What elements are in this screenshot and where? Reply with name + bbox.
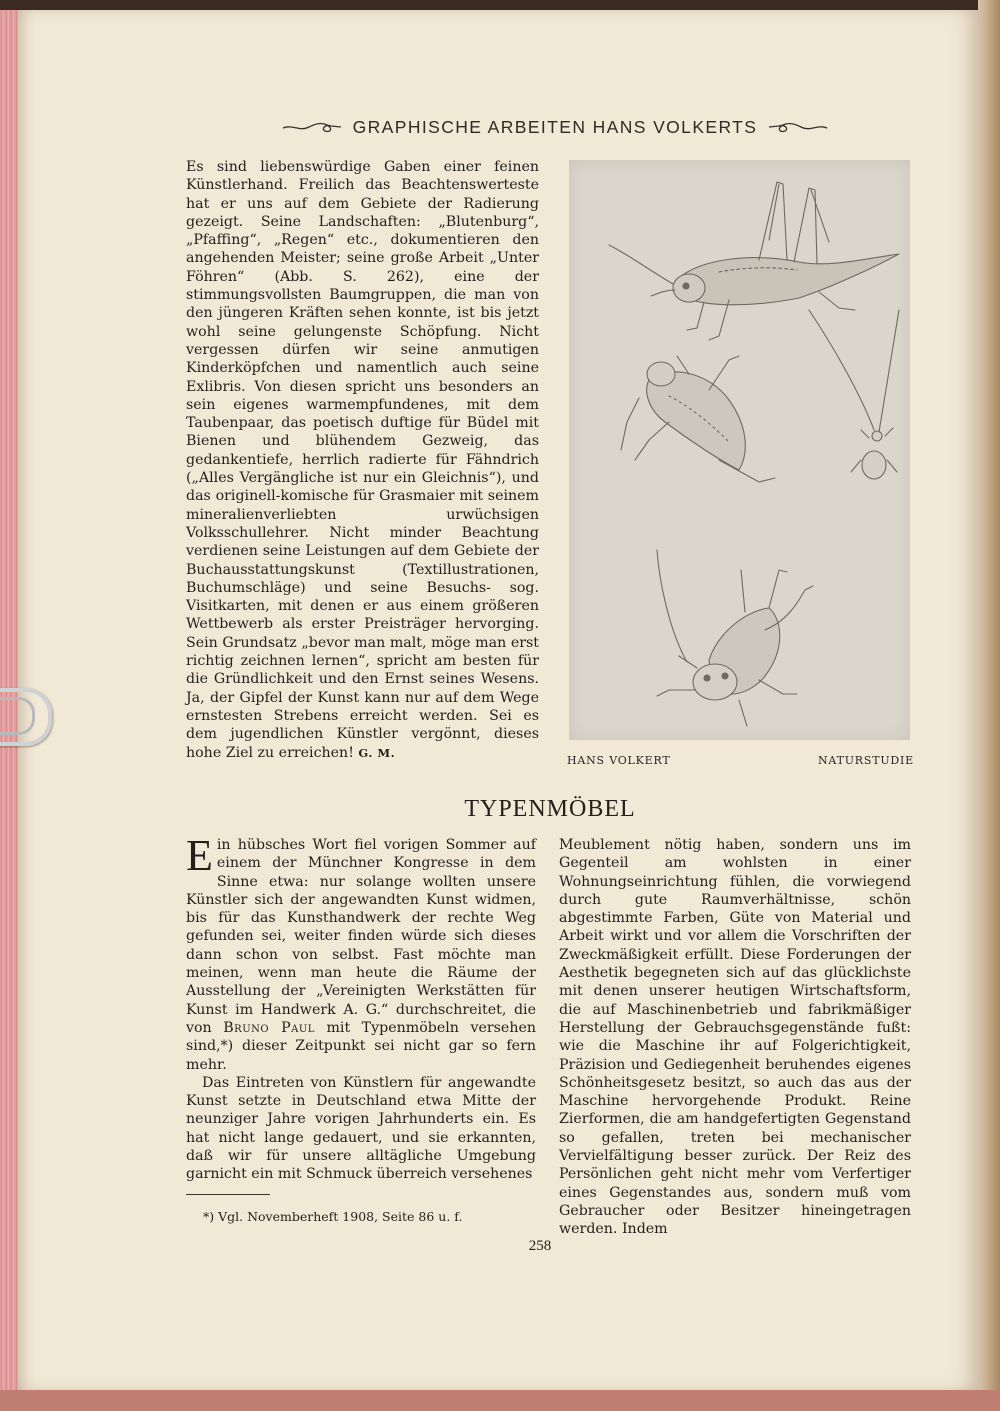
article-paragraph-1-tail: mit Typenmöbeln versehen sind,*) dieser Zeitpunkt sei nicht gar so fern mehr. [186,1019,536,1073]
footnote: *) Vgl. Novemberheft 1908, Seite 86 u. f. [203,1209,463,1224]
architect-name: Bruno Paul [223,1019,315,1036]
footnote-rule [186,1194,270,1195]
article-paragraph-2: Das Eintreten von Künstlern für angewandte Kunst setzte in Deutschland etwa Mitte der neunziger Jahre vorigen Jahrhunderts ein. Es hat nicht lange gedauert, und sie erkannten, daß wir für unsere alltägliche Umgebung garnicht ein mit Schmuck überreich versehenes [186,1074,536,1183]
grasshopper-sketch-illustration [569,160,910,740]
article-column-left [186,831,536,1184]
running-head-title: GRAPHISCHE ARBEITEN HANS VOLKERTS [352,116,758,137]
article-paragraph-1-text: in hübsches Wort fiel vorigen Sommer auf einem der Münchner Kongresse in dem Sinne etwa: nur solange wollten unsere Künstler sich der angewandten Kunst widmen, bis für das Kunsthandwerk der rechte Weg gefunden sei, weiter finden würde sich dieses dann schon von selbst. Fast möchte man meinen, wenn man heute die Räume der Ausstellung der „Vereinigten Werkstätten für Kunst im Handwerk A. G.“ durchschreitet, die von [186,837,536,1036]
book-bottom-edge [0,1390,1000,1411]
author-initials: G. M. [358,745,396,760]
illustration-plate [569,160,910,740]
grasshopper-bottom-sketch [657,550,813,726]
grasshopper-middle-sketch [621,310,874,482]
intro-paragraph [186,158,539,762]
article-paragraph-continued: Meublement nötig haben, sondern uns im Gegenteil am wohlsten in einer Wohnungseinrichtung fühlen, die vorwiegend durch gute Raumverhältnisse, schön abgestimmte Farben, Güte von Material und Arbeit wirkt und vor allem die Vorschriften der Zweckmäßigkeit erfüllt. Diese Forderungen der Aesthetik begegneten sich auf das glücklichste mit denen unserer heutigen Wirtschaftsform, die auf Maschinenbetrieb und fabrikmäßiger Herstellung der Gebrauchsgegenstände fußt: wie die Maschine ihr auf Folgerichtigkeit, Präzision und Gediegenheit beruhendes eigenes Schönheitsgesetz besitzt, so auch das aus der Maschine hervorgehende Produkt. Reine Zierformen, die am handgefertigten Gegenstand so gefallen, treten bei mechanischer Vervielfältigung besser zurück. Der Reiz des Persönlichen geht nicht mehr vom Verfertiger eines Gegenstandes aus, sondern muß vom Gebraucher oder Besitzer hineingetragen werden. Indem [559,837,911,1238]
intro-column [186,158,539,762]
flourish-left-icon [281,118,343,136]
article-paragraph-1 [186,831,536,1074]
running-head [255,112,855,142]
intro-text: Es sind liebenswürdige Gaben einer feinen Künstlerhand. Freilich das Beachtenswerteste hat er uns auf dem Gebiete der Radierung gezeigt. Seine Landschaften: „Blutenburg“, „Pfaffing“, „Regen“ etc., dokumentieren den angehenden Meister; seine große Arbeit „Unter Föhren“ (Abb. S. 262), eine der stimmungsvollsten Baumgruppen, die man von den jüngeren Kräften sehen konnte, ist bis jetzt wohl seine gelungenste Schöpfung. Nicht vergessen dürfen wir seine anmutigen Kinderköpfchen und namentlich auch seine Exlibris. Von diesen spricht uns besonders an sein eigenes warmempfundenes, mit dem Taubenpaar, das poetisch duftige für Büdel mit Bienen und blühendem Gezweig, das gedankentiefe, herrlich radierte für Fähndrich („Alles Vergängliche ist nur ein Gleichnis“), und das originell-komische für Grasmaier mit seinem mineralienverliebten urwüchsigen Volksschullehrer. Nicht minder Beachtung verdienen seine Leistungen auf dem Gebiete der Buchausstattungskunst (Textillustrationen, Buchumschläge) und seine Besuchs- sog. Visitkarten, mit denen er aus einem größeren Wettbewerb als erster Preisträger hervorging. Sein Grundsatz „bevor man malt, möge man erst richtig zeichnen lernen“, spricht am besten für die Gründlichkeit und den Ernst seines Wesens. Ja, der Gipfel der Kunst kann nur auf dem Wege ernstesten Strebens erreicht werden. Sei es dem jugendlichen Künstler vergönnt, dieses hohe Ziel zu erreichen! [186,159,539,761]
article-title: TYPENMÖBEL [464,796,636,822]
flourish-right-icon [767,118,829,136]
drop-cap: E [186,831,213,880]
book-cover-edge [978,0,1000,1411]
page-number: 258 [528,1238,552,1254]
plate-caption-artist: HANS VOLKERT [567,754,671,767]
paper-clip-inner-icon [0,697,35,735]
article-column-right [559,836,911,1239]
plate-caption-title: NATURSTUDIE [818,754,914,767]
grasshopper-top-sketch [609,182,899,340]
